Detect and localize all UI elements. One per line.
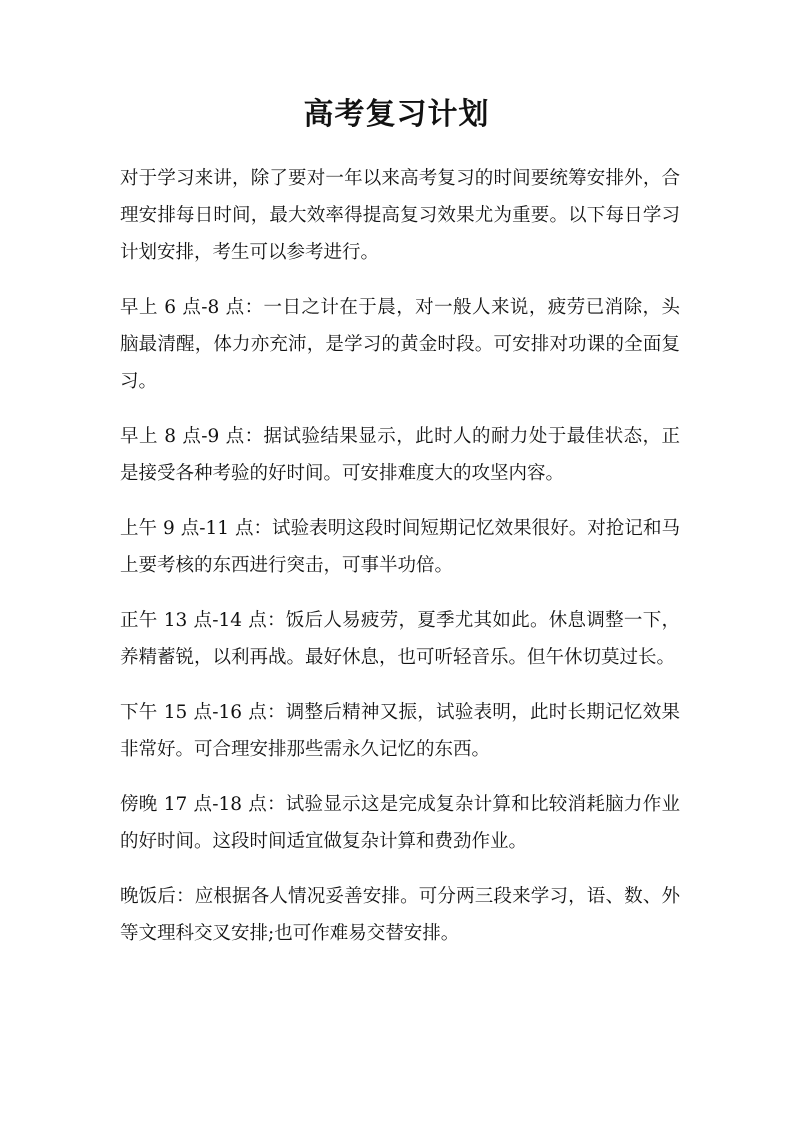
document-title: 高考复习计划 — [303, 97, 490, 132]
paragraph-17-18pm: 傍晚 17 点-18 点：试验显示这是完成复杂计算和比较消耗脑力作业的好时间。这段时间适宜做复杂计算和费劲作业。 — [120, 794, 680, 852]
paragraph-9-11am: 上午 9 点-11 点：试验表明这段时间短期记忆效果很好。对抢记和马上要考核的东西进行突击，可事半功倍。 — [120, 518, 680, 576]
paragraph-evening: 晚饭后：应根据各人情况妥善安排。可分两三段来学习，语、数、外等文理科交叉安排;也可作难易交替安排。 — [120, 886, 680, 944]
paragraph-intro: 对于学习来讲，除了要对一年以来高考复习的时间要统筹安排外，合理安排每日时间，最大效率得提高复习效果尤为重要。以下每日学习计划安排，考生可以参考进行。 — [120, 168, 680, 263]
document-body — [120, 160, 680, 970]
paragraph-6-8am: 早上 6 点-8 点：一日之计在于晨，对一般人来说，疲劳已消除，头脑最清醒，体力亦充沛，是学习的黄金时段。可安排对功课的全面复习。 — [120, 297, 680, 392]
paragraph-15-16pm: 下午 15 点-16 点：调整后精神又振，试验表明，此时长期记忆效果非常好。可合理安排那些需永久记忆的东西。 — [120, 702, 680, 760]
paragraph-8-9am: 早上 8 点-9 点：据试验结果显示，此时人的耐力处于最佳状态，正是接受各种考验的好时间。可安排难度大的攻坚内容。 — [120, 426, 680, 484]
paragraph-13-14pm: 正午 13 点-14 点：饭后人易疲劳，夏季尤其如此。休息调整一下，养精蓄锐，以利再战。最好休息，也可听轻音乐。但午休切莫过长。 — [120, 610, 680, 668]
